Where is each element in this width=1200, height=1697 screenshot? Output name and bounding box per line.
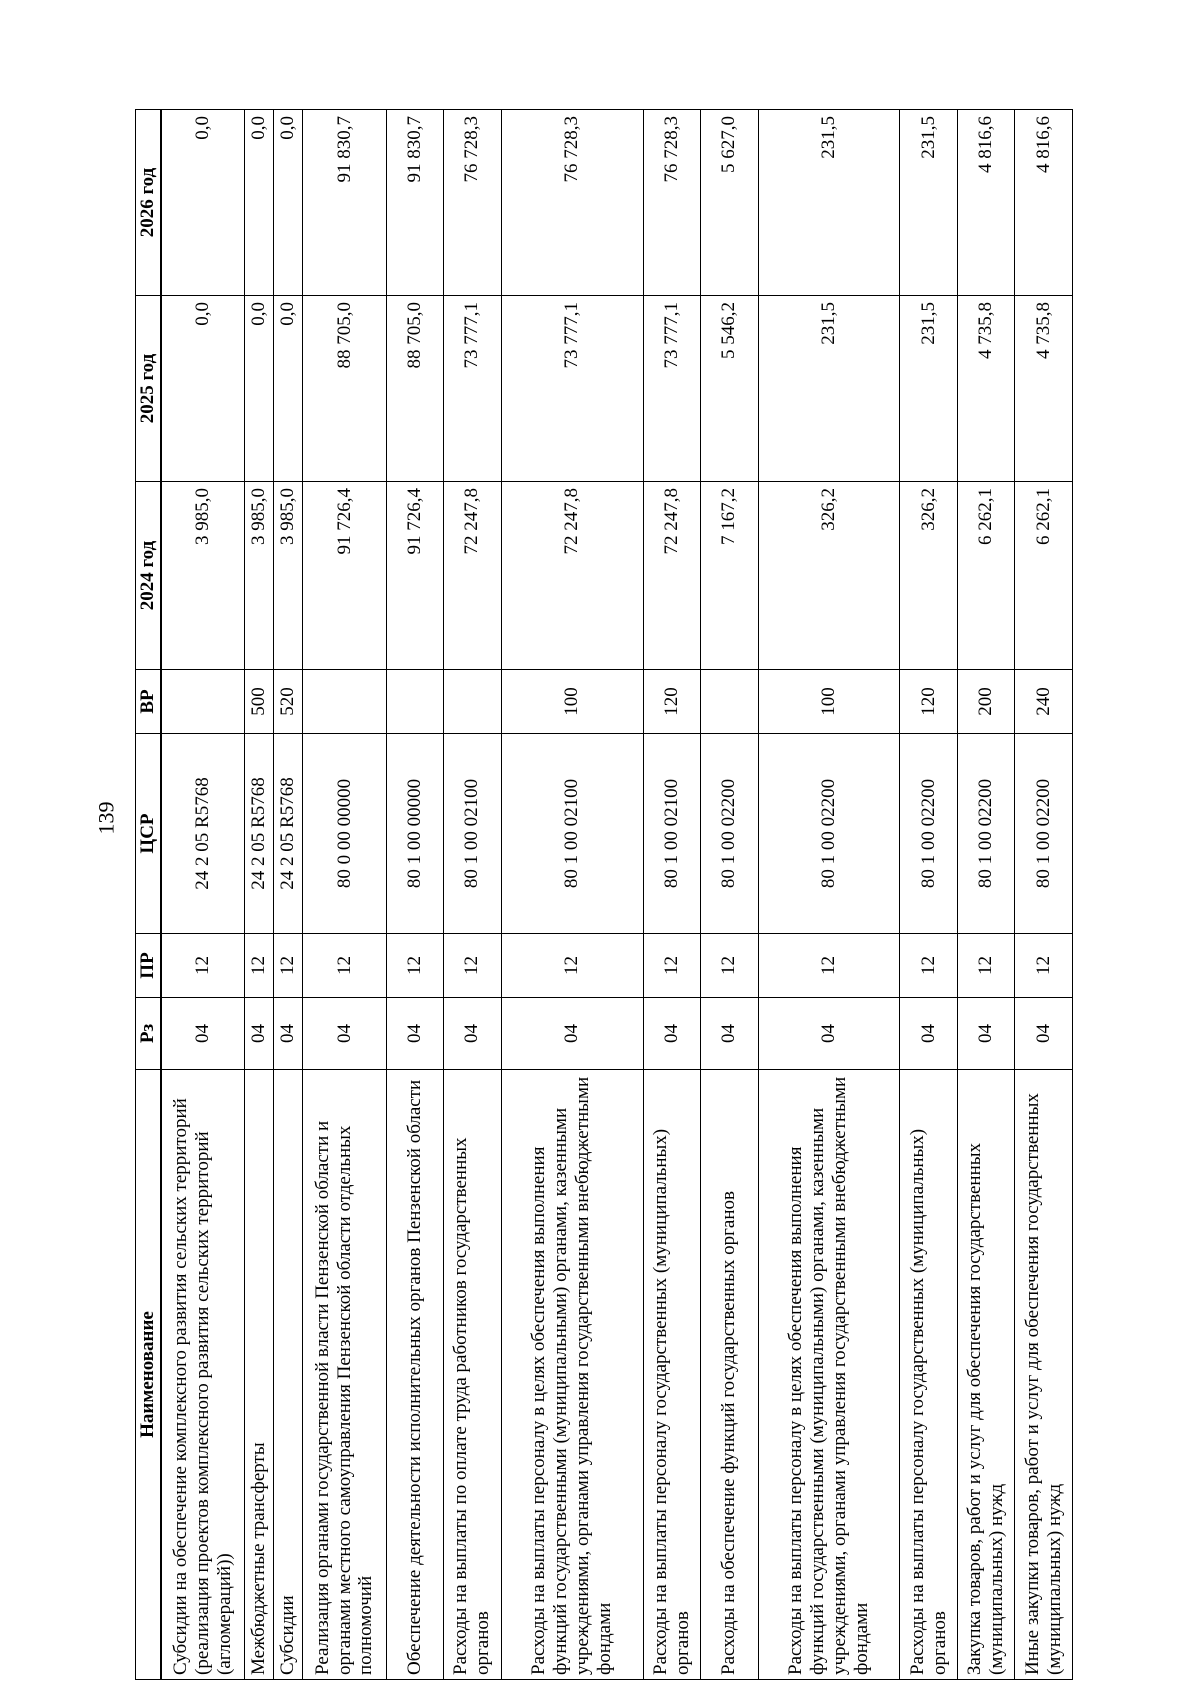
- value-2025: 0,0: [161, 296, 244, 482]
- value-2025: 4 735,8: [957, 296, 1014, 482]
- pr-cell: 12: [501, 934, 643, 998]
- vr-cell: [701, 670, 758, 734]
- row-name: Расходы на выплаты персоналу в целях обеспечения выполнения функций государственными (муниципальными) органами, казенными учреждениями, органами управления государственными внебюджетными фондами: [501, 1070, 643, 1680]
- header-csr: ЦСР: [136, 734, 161, 934]
- table-body: [161, 110, 1073, 1680]
- csr-cell: 80 1 00 02200: [758, 734, 900, 934]
- row-name: Закупка товаров, работ и услуг для обеспечения государственных (муниципальных) нужд: [957, 1070, 1014, 1680]
- value-2024: 3 985,0: [244, 482, 273, 670]
- value-2026: 76 728,3: [643, 110, 700, 296]
- csr-cell: 24 2 05 R5768: [161, 734, 244, 934]
- rz-cell: 04: [501, 998, 643, 1070]
- vr-cell: 120: [643, 670, 700, 734]
- row-name: Расходы на выплаты персоналу государственных (муниципальных) органов: [900, 1070, 957, 1680]
- table-row: [303, 110, 386, 1680]
- vr-cell: 520: [273, 670, 302, 734]
- pr-cell: 12: [303, 934, 386, 998]
- value-2026: 0,0: [244, 110, 273, 296]
- value-2025: 5 546,2: [701, 296, 758, 482]
- value-2025: 73 777,1: [501, 296, 643, 482]
- value-2026: 231,5: [900, 110, 957, 296]
- pr-cell: 12: [244, 934, 273, 998]
- pr-cell: 12: [444, 934, 501, 998]
- pr-cell: 12: [386, 934, 443, 998]
- row-name: Расходы на выплаты персоналу государственных (муниципальных) органов: [643, 1070, 700, 1680]
- csr-cell: 80 1 00 02100: [444, 734, 501, 934]
- value-2024: 91 726,4: [386, 482, 443, 670]
- value-2025: 73 777,1: [643, 296, 700, 482]
- vr-cell: 100: [758, 670, 900, 734]
- value-2026: 4 816,6: [1015, 110, 1073, 296]
- rotated-table-container: [135, 110, 1073, 1680]
- rz-cell: 04: [303, 998, 386, 1070]
- rz-cell: 04: [957, 998, 1014, 1070]
- vr-cell: 500: [244, 670, 273, 734]
- row-name: Реализация органами государственной власти Пензенской области и органами местного самоуправления Пензенской области отдельных полномочий: [303, 1070, 386, 1680]
- header-pr: ПР: [136, 934, 161, 998]
- header-2024: 2024 год: [136, 482, 161, 670]
- csr-cell: 80 1 00 02100: [643, 734, 700, 934]
- vr-cell: 240: [1015, 670, 1073, 734]
- pr-cell: 12: [161, 934, 244, 998]
- value-2024: 6 262,1: [957, 482, 1014, 670]
- vr-cell: 120: [900, 670, 957, 734]
- value-2025: 4 735,8: [1015, 296, 1073, 482]
- value-2026: 231,5: [758, 110, 900, 296]
- csr-cell: 80 1 00 00000: [386, 734, 443, 934]
- table-row: [643, 110, 700, 1680]
- value-2026: 5 627,0: [701, 110, 758, 296]
- vr-cell: [444, 670, 501, 734]
- value-2024: 72 247,8: [444, 482, 501, 670]
- csr-cell: 80 1 00 02200: [900, 734, 957, 934]
- header-2026: 2026 год: [136, 110, 161, 296]
- value-2024: 6 262,1: [1015, 482, 1073, 670]
- budget-table: [135, 109, 1073, 1680]
- rz-cell: 04: [444, 998, 501, 1070]
- vr-cell: 100: [501, 670, 643, 734]
- value-2025: 88 705,0: [303, 296, 386, 482]
- rz-cell: 04: [758, 998, 900, 1070]
- row-name: Иные закупки товаров, работ и услуг для обеспечения государственных (муниципальных) нужд: [1015, 1070, 1073, 1680]
- value-2025: 231,5: [758, 296, 900, 482]
- vr-cell: 200: [957, 670, 1014, 734]
- value-2024: 72 247,8: [643, 482, 700, 670]
- table-row: [900, 110, 957, 1680]
- rz-cell: 04: [643, 998, 700, 1070]
- value-2024: 3 985,0: [273, 482, 302, 670]
- row-name: Межбюджетные трансферты: [244, 1070, 273, 1680]
- row-name: Субсидии: [273, 1070, 302, 1680]
- table-header-row: [136, 110, 161, 1680]
- value-2026: 91 830,7: [303, 110, 386, 296]
- csr-cell: 80 0 00 00000: [303, 734, 386, 934]
- value-2024: 326,2: [758, 482, 900, 670]
- value-2026: 76 728,3: [444, 110, 501, 296]
- value-2026: 0,0: [273, 110, 302, 296]
- table-row: [501, 110, 643, 1680]
- table-row: [1015, 110, 1073, 1680]
- csr-cell: 80 1 00 02100: [501, 734, 643, 934]
- value-2024: 7 167,2: [701, 482, 758, 670]
- table-row: [386, 110, 443, 1680]
- csr-cell: 80 1 00 02200: [957, 734, 1014, 934]
- value-2025: 231,5: [900, 296, 957, 482]
- vr-cell: [161, 670, 244, 734]
- header-name: Наименование: [136, 1070, 161, 1680]
- csr-cell: 24 2 05 R5768: [273, 734, 302, 934]
- value-2026: 4 816,6: [957, 110, 1014, 296]
- table-row: [701, 110, 758, 1680]
- value-2026: 91 830,7: [386, 110, 443, 296]
- csr-cell: 24 2 05 R5768: [244, 734, 273, 934]
- rz-cell: 04: [244, 998, 273, 1070]
- header-2025: 2025 год: [136, 296, 161, 482]
- pr-cell: 12: [273, 934, 302, 998]
- row-name: Расходы на выплаты по оплате труда работников государственных органов: [444, 1070, 501, 1680]
- csr-cell: 80 1 00 02200: [701, 734, 758, 934]
- pr-cell: 12: [643, 934, 700, 998]
- pr-cell: 12: [701, 934, 758, 998]
- value-2024: 326,2: [900, 482, 957, 670]
- rz-cell: 04: [701, 998, 758, 1070]
- rz-cell: 04: [900, 998, 957, 1070]
- rz-cell: 04: [161, 998, 244, 1070]
- value-2025: 0,0: [273, 296, 302, 482]
- vr-cell: [386, 670, 443, 734]
- rz-cell: 04: [1015, 998, 1073, 1070]
- value-2025: 73 777,1: [444, 296, 501, 482]
- vr-cell: [303, 670, 386, 734]
- row-name: Расходы на выплаты персоналу в целях обеспечения выполнения функций государственными (муниципальными) органами, казенными учреждениями, органами управления государственными внебюджетными фондами: [758, 1070, 900, 1680]
- pr-cell: 12: [758, 934, 900, 998]
- table-row: [244, 110, 273, 1680]
- row-name: Обеспечение деятельности исполнительных органов Пензенской области: [386, 1070, 443, 1680]
- table-row: [758, 110, 900, 1680]
- rz-cell: 04: [273, 998, 302, 1070]
- value-2025: 88 705,0: [386, 296, 443, 482]
- pr-cell: 12: [957, 934, 1014, 998]
- value-2024: 3 985,0: [161, 482, 244, 670]
- table-row: [444, 110, 501, 1680]
- header-vr: ВР: [136, 670, 161, 734]
- csr-cell: 80 1 00 02200: [1015, 734, 1073, 934]
- row-name: Субсидии на обеспечение комплексного развития сельских территорий (реализация проектов комплексного развития сельских территорий (агломераций)): [161, 1070, 244, 1680]
- value-2025: 0,0: [244, 296, 273, 482]
- page-number: 139: [93, 801, 119, 835]
- value-2026: 76 728,3: [501, 110, 643, 296]
- pr-cell: 12: [1015, 934, 1073, 998]
- value-2024: 72 247,8: [501, 482, 643, 670]
- value-2026: 0,0: [161, 110, 244, 296]
- row-name: Расходы на обеспечение функций государственных органов: [701, 1070, 758, 1680]
- table-row: [273, 110, 302, 1680]
- header-rz: Рз: [136, 998, 161, 1070]
- rz-cell: 04: [386, 998, 443, 1070]
- pr-cell: 12: [900, 934, 957, 998]
- value-2024: 91 726,4: [303, 482, 386, 670]
- table-row: [957, 110, 1014, 1680]
- table-row: [161, 110, 244, 1680]
